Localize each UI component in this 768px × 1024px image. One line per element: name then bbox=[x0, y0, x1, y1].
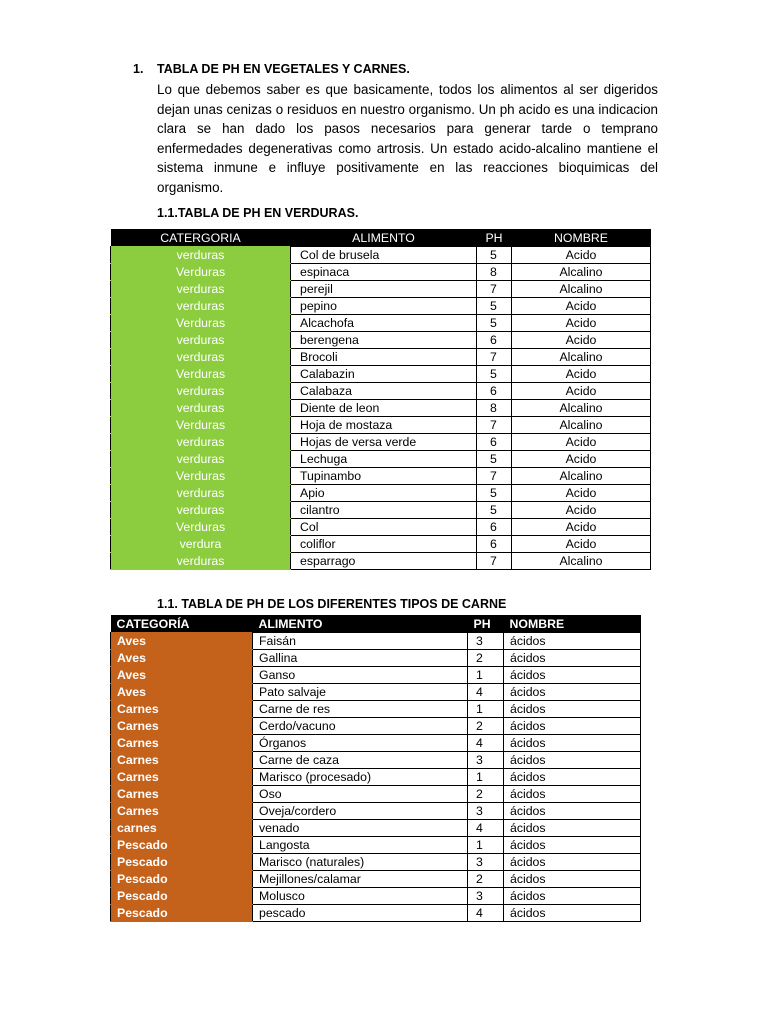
meat-header-category: CATEGORÍA bbox=[111, 615, 253, 633]
meat-table-row bbox=[111, 701, 641, 718]
veg-ph-cell: 5 bbox=[477, 247, 512, 264]
veg-category-cell: Verduras bbox=[111, 264, 291, 281]
veg-food-cell: Calabaza bbox=[291, 383, 477, 400]
meat-ph-cell: 1 bbox=[468, 769, 504, 786]
section-number: 1. bbox=[133, 62, 144, 76]
veg-food-cell: espinaca bbox=[291, 264, 477, 281]
meat-ph-cell: 3 bbox=[468, 803, 504, 820]
veg-food-cell: Lechuga bbox=[291, 451, 477, 468]
meat-table-row bbox=[111, 905, 641, 922]
veg-food-cell: esparrago bbox=[291, 553, 477, 570]
veg-name-cell: Alcalino bbox=[512, 417, 651, 434]
veg-category-cell: Verduras bbox=[111, 315, 291, 332]
veg-table-row bbox=[111, 519, 651, 536]
veg-table-row bbox=[111, 247, 651, 264]
veg-table-header bbox=[111, 229, 651, 247]
meat-name-cell: ácidos bbox=[504, 752, 641, 769]
veg-food-cell: Apio bbox=[291, 485, 477, 502]
veg-table-row bbox=[111, 332, 651, 349]
veg-category-cell: verduras bbox=[111, 281, 291, 298]
meat-table-row bbox=[111, 633, 641, 650]
veg-category-cell: verduras bbox=[111, 298, 291, 315]
meat-table-title: 1.1. TABLA DE PH DE LOS DIFERENTES TIPOS DE CARNE bbox=[157, 597, 507, 611]
veg-ph-cell: 6 bbox=[477, 434, 512, 451]
section-title: TABLA DE PH EN VEGETALES Y CARNES. bbox=[157, 62, 410, 76]
veg-category-cell: verduras bbox=[111, 383, 291, 400]
meat-table-row bbox=[111, 769, 641, 786]
meat-food-cell: Pato salvaje bbox=[253, 684, 468, 701]
veg-table-row bbox=[111, 434, 651, 451]
veg-header-category: CATERGORIA bbox=[111, 229, 291, 247]
meat-category-cell: Carnes bbox=[111, 803, 253, 820]
veg-name-cell: Acido bbox=[512, 536, 651, 553]
meat-food-cell: Gallina bbox=[253, 650, 468, 667]
meat-category-cell: Carnes bbox=[111, 786, 253, 803]
veg-ph-cell: 6 bbox=[477, 536, 512, 553]
veg-table-row bbox=[111, 298, 651, 315]
meat-category-cell: Aves bbox=[111, 667, 253, 684]
meat-ph-cell: 2 bbox=[468, 650, 504, 667]
meat-ph-cell: 4 bbox=[468, 820, 504, 837]
veg-category-cell: Verduras bbox=[111, 468, 291, 485]
veg-food-cell: Col bbox=[291, 519, 477, 536]
meat-ph-cell: 3 bbox=[468, 752, 504, 769]
meat-name-cell: ácidos bbox=[504, 854, 641, 871]
veg-name-cell: Alcalino bbox=[512, 349, 651, 366]
meat-category-cell: Carnes bbox=[111, 769, 253, 786]
veg-name-cell: Acido bbox=[512, 519, 651, 536]
veg-food-cell: coliflor bbox=[291, 536, 477, 553]
veg-table-row bbox=[111, 417, 651, 434]
intro-paragraph: Lo que debemos saber es que basicamente, todos los alimentos al ser digeridos dejan unas cenizas o residuos en nuestro organismo. Un ph acido es una indicacion clara se han dado los pasos necesarios para generar tarde o temprano enfermedades degenerativas como artrosis. Un estado acido-alcalino mantiene el sistema inmune e influye positivamente en las reacciones bioquimicas del organismo. bbox=[157, 82, 658, 195]
veg-ph-cell: 6 bbox=[477, 519, 512, 536]
meat-ph-cell: 2 bbox=[468, 786, 504, 803]
meat-table-row bbox=[111, 854, 641, 871]
veg-ph-cell: 5 bbox=[477, 485, 512, 502]
meat-ph-cell: 2 bbox=[468, 718, 504, 735]
veg-ph-cell: 8 bbox=[477, 264, 512, 281]
veg-food-cell: Diente de leon bbox=[291, 400, 477, 417]
veg-table-title: 1.1.TABLA DE PH EN VERDURAS. bbox=[157, 206, 359, 220]
meat-name-cell: ácidos bbox=[504, 650, 641, 667]
veg-name-cell: Acido bbox=[512, 247, 651, 264]
veg-name-cell: Alcalino bbox=[512, 264, 651, 281]
meat-food-cell: Ganso bbox=[253, 667, 468, 684]
meat-category-cell: Pescado bbox=[111, 854, 253, 871]
veg-ph-cell: 7 bbox=[477, 349, 512, 366]
veg-name-cell: Alcalino bbox=[512, 400, 651, 417]
veg-ph-cell: 5 bbox=[477, 502, 512, 519]
veg-ph-cell: 6 bbox=[477, 383, 512, 400]
veg-food-cell: Hojas de versa verde bbox=[291, 434, 477, 451]
veg-category-cell: verduras bbox=[111, 485, 291, 502]
meat-food-cell: Carne de res bbox=[253, 701, 468, 718]
meat-header-name: NOMBRE bbox=[504, 615, 641, 633]
meat-food-cell: Faisán bbox=[253, 633, 468, 650]
veg-category-cell: verduras bbox=[111, 349, 291, 366]
veg-category-cell: verduras bbox=[111, 434, 291, 451]
meat-category-cell: Carnes bbox=[111, 752, 253, 769]
meat-food-cell: Cerdo/vacuno bbox=[253, 718, 468, 735]
meat-name-cell: ácidos bbox=[504, 888, 641, 905]
meat-food-cell: Marisco (procesado) bbox=[253, 769, 468, 786]
veg-food-cell: Brocoli bbox=[291, 349, 477, 366]
meat-food-cell: Mejillones/calamar bbox=[253, 871, 468, 888]
meat-ph-cell: 1 bbox=[468, 837, 504, 854]
veg-category-cell: verduras bbox=[111, 502, 291, 519]
meat-food-cell: Órganos bbox=[253, 735, 468, 752]
meat-category-cell: carnes bbox=[111, 820, 253, 837]
veg-food-cell: Col de brusela bbox=[291, 247, 477, 264]
veg-ph-cell: 5 bbox=[477, 298, 512, 315]
veg-header-name: NOMBRE bbox=[512, 229, 651, 247]
meat-name-cell: ácidos bbox=[504, 871, 641, 888]
meat-category-cell: Carnes bbox=[111, 701, 253, 718]
veg-category-cell: verduras bbox=[111, 247, 291, 264]
meat-table-row bbox=[111, 718, 641, 735]
veg-ph-cell: 7 bbox=[477, 281, 512, 298]
veg-name-cell: Alcalino bbox=[512, 281, 651, 298]
meat-name-cell: ácidos bbox=[504, 667, 641, 684]
meat-food-cell: Langosta bbox=[253, 837, 468, 854]
veg-category-cell: verduras bbox=[111, 400, 291, 417]
meat-name-cell: ácidos bbox=[504, 684, 641, 701]
meat-ph-cell: 3 bbox=[468, 888, 504, 905]
veg-food-cell: Calabazin bbox=[291, 366, 477, 383]
veg-category-cell: verduras bbox=[111, 451, 291, 468]
meat-food-cell: Marisco (naturales) bbox=[253, 854, 468, 871]
veg-food-cell: berengena bbox=[291, 332, 477, 349]
veg-food-cell: Alcachofa bbox=[291, 315, 477, 332]
meat-food-cell: Oso bbox=[253, 786, 468, 803]
veg-table-row bbox=[111, 400, 651, 417]
veg-name-cell: Acido bbox=[512, 332, 651, 349]
veg-food-cell: Hoja de mostaza bbox=[291, 417, 477, 434]
veg-header-food: ALIMENTO bbox=[291, 229, 477, 247]
veg-name-cell: Acido bbox=[512, 485, 651, 502]
meat-category-cell: Aves bbox=[111, 650, 253, 667]
veg-ph-cell: 5 bbox=[477, 451, 512, 468]
veg-table-row bbox=[111, 349, 651, 366]
veg-table-row bbox=[111, 281, 651, 298]
meat-table-row bbox=[111, 752, 641, 769]
veg-category-cell: Verduras bbox=[111, 366, 291, 383]
veg-name-cell: Acido bbox=[512, 383, 651, 400]
meat-table-row bbox=[111, 667, 641, 684]
meat-category-cell: Aves bbox=[111, 633, 253, 650]
meat-name-cell: ácidos bbox=[504, 820, 641, 837]
veg-name-cell: Alcalino bbox=[512, 468, 651, 485]
meat-name-cell: ácidos bbox=[504, 718, 641, 735]
meat-ph-cell: 1 bbox=[468, 701, 504, 718]
meat-ph-cell: 4 bbox=[468, 905, 504, 922]
meat-name-cell: ácidos bbox=[504, 769, 641, 786]
veg-table-row bbox=[111, 366, 651, 383]
meat-ph-table bbox=[110, 615, 641, 922]
veg-ph-cell: 7 bbox=[477, 553, 512, 570]
veg-food-cell: perejil bbox=[291, 281, 477, 298]
meat-name-cell: ácidos bbox=[504, 735, 641, 752]
veg-category-cell: verduras bbox=[111, 332, 291, 349]
meat-ph-cell: 2 bbox=[468, 871, 504, 888]
veg-name-cell: Acido bbox=[512, 366, 651, 383]
veg-ph-table bbox=[110, 229, 651, 570]
veg-name-cell: Acido bbox=[512, 298, 651, 315]
veg-ph-cell: 6 bbox=[477, 332, 512, 349]
veg-food-cell: Tupinambo bbox=[291, 468, 477, 485]
meat-ph-cell: 3 bbox=[468, 633, 504, 650]
meat-category-cell: Pescado bbox=[111, 888, 253, 905]
meat-table-row bbox=[111, 650, 641, 667]
meat-category-cell: Aves bbox=[111, 684, 253, 701]
meat-table-row bbox=[111, 735, 641, 752]
meat-name-cell: ácidos bbox=[504, 786, 641, 803]
meat-name-cell: ácidos bbox=[504, 701, 641, 718]
veg-table-row bbox=[111, 553, 651, 570]
meat-ph-cell: 4 bbox=[468, 735, 504, 752]
meat-table-row bbox=[111, 786, 641, 803]
veg-name-cell: Alcalino bbox=[512, 553, 651, 570]
meat-table-row bbox=[111, 871, 641, 888]
veg-table-row bbox=[111, 315, 651, 332]
veg-table-row bbox=[111, 468, 651, 485]
meat-food-cell: Oveja/cordero bbox=[253, 803, 468, 820]
veg-food-cell: cilantro bbox=[291, 502, 477, 519]
veg-ph-cell: 5 bbox=[477, 366, 512, 383]
meat-ph-cell: 1 bbox=[468, 667, 504, 684]
veg-ph-cell: 5 bbox=[477, 315, 512, 332]
veg-name-cell: Acido bbox=[512, 502, 651, 519]
veg-table-row bbox=[111, 485, 651, 502]
meat-category-cell: Pescado bbox=[111, 837, 253, 854]
meat-table-row bbox=[111, 888, 641, 905]
veg-category-cell: verdura bbox=[111, 536, 291, 553]
meat-name-cell: ácidos bbox=[504, 905, 641, 922]
meat-category-cell: Pescado bbox=[111, 871, 253, 888]
section-heading bbox=[133, 62, 410, 76]
veg-category-cell: Verduras bbox=[111, 417, 291, 434]
veg-table-row bbox=[111, 451, 651, 468]
meat-name-cell: ácidos bbox=[504, 803, 641, 820]
meat-food-cell: venado bbox=[253, 820, 468, 837]
meat-header-ph: PH bbox=[468, 615, 504, 633]
veg-table-row bbox=[111, 383, 651, 400]
meat-table-row bbox=[111, 820, 641, 837]
veg-table-row bbox=[111, 502, 651, 519]
meat-category-cell: Carnes bbox=[111, 718, 253, 735]
veg-table-row bbox=[111, 264, 651, 281]
meat-ph-cell: 4 bbox=[468, 684, 504, 701]
veg-table-row bbox=[111, 536, 651, 553]
veg-ph-cell: 7 bbox=[477, 417, 512, 434]
veg-category-cell: Verduras bbox=[111, 519, 291, 536]
meat-category-cell: Carnes bbox=[111, 735, 253, 752]
meat-name-cell: ácidos bbox=[504, 837, 641, 854]
meat-food-cell: Molusco bbox=[253, 888, 468, 905]
veg-ph-cell: 8 bbox=[477, 400, 512, 417]
veg-header-ph: PH bbox=[477, 229, 512, 247]
veg-ph-cell: 7 bbox=[477, 468, 512, 485]
meat-name-cell: ácidos bbox=[504, 633, 641, 650]
meat-table-row bbox=[111, 803, 641, 820]
meat-ph-cell: 3 bbox=[468, 854, 504, 871]
veg-name-cell: Acido bbox=[512, 451, 651, 468]
meat-category-cell: Pescado bbox=[111, 905, 253, 922]
meat-food-cell: pescado bbox=[253, 905, 468, 922]
veg-name-cell: Acido bbox=[512, 434, 651, 451]
meat-food-cell: Carne de caza bbox=[253, 752, 468, 769]
meat-header-food: ALIMENTO bbox=[253, 615, 468, 633]
meat-table-row bbox=[111, 837, 641, 854]
veg-food-cell: pepino bbox=[291, 298, 477, 315]
veg-category-cell: verduras bbox=[111, 553, 291, 570]
veg-name-cell: Acido bbox=[512, 315, 651, 332]
meat-table-header bbox=[111, 615, 641, 633]
meat-table-row bbox=[111, 684, 641, 701]
